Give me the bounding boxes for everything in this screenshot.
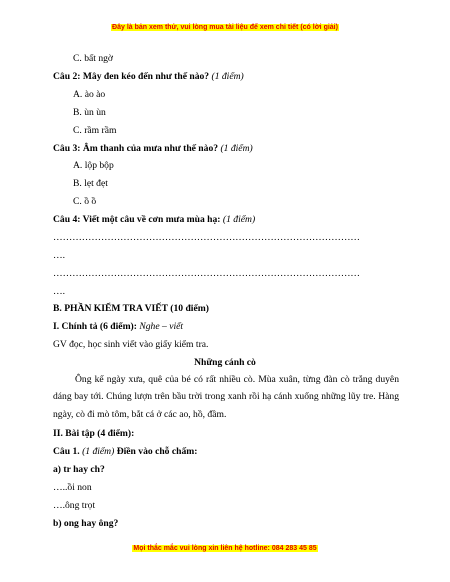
a-heading: a) tr hay ch? xyxy=(53,464,105,475)
part2-heading: II. Bài tập (4 điểm): xyxy=(53,428,135,439)
q2-option-c: C. rầm rầm xyxy=(73,125,117,136)
a-item-2: ….ông trọt xyxy=(53,500,96,511)
answer-line-2: …………………………………………………………………………………… xyxy=(53,268,360,279)
instruction: GV đọc, học sinh viết vào giấy kiểm tra. xyxy=(53,339,209,350)
section-b-title: B. PHẦN KIỂM TRA VIẾT (10 điểm) xyxy=(53,303,209,314)
answer-line-2-end: …. xyxy=(53,286,65,297)
footer-notice: Mọi thắc mắc vui lòng xin liên hệ hotline: 084 283 45 85 xyxy=(133,545,317,552)
q4-heading: Câu 4: Viết một câu về cơn mưa mùa hạ: (1 điểm) xyxy=(53,214,256,225)
header-notice: Đây là bản xem thử, vui lòng mua tài liệu để xem chi tiết (có lời giải) xyxy=(112,24,338,31)
answer-line-1: …………………………………………………………………………………… xyxy=(53,232,360,243)
a-item-1: …..ồi non xyxy=(53,482,92,493)
q3-heading: Câu 3: Âm thanh của mưa như thế nào? (1 điểm) xyxy=(53,143,253,154)
q2-option-a: A. ào ào xyxy=(73,89,106,100)
q1-option-c: C. bất ngờ xyxy=(73,53,113,64)
b-heading: b) ong hay ông? xyxy=(53,518,119,529)
answer-line-1-end: …. xyxy=(53,250,65,261)
q3-option-b: B. lẹt đẹt xyxy=(73,178,108,189)
q2-heading: Câu 2: Mây đen kéo đến như thế nào? (1 điểm) xyxy=(53,71,244,82)
passage-text: Ông kể ngày xưa, quê của bé có rất nhiều cò. Mùa xuân, từng đàn cò trắng duyên dáng bay tới. Chúng lượn trên bầu trời trong xanh rồi hạ cánh xuống những lũy tre. Hàng ngày, cò đi mò tôm, bắt cá ở các ao, hồ, đầm. xyxy=(53,374,399,420)
passage-title: Những cánh cò xyxy=(194,357,256,368)
q3-option-c: C. ồ ồ xyxy=(73,196,97,207)
q2-option-b: B. ùn ùn xyxy=(73,107,106,118)
q3-option-a: A. lộp bộp xyxy=(73,160,114,171)
part1-heading: I. Chính tả (6 điểm): Nghe – viết xyxy=(53,321,184,332)
c1-heading: Câu 1. (1 điểm) Điền vào chỗ chấm: xyxy=(53,446,198,457)
